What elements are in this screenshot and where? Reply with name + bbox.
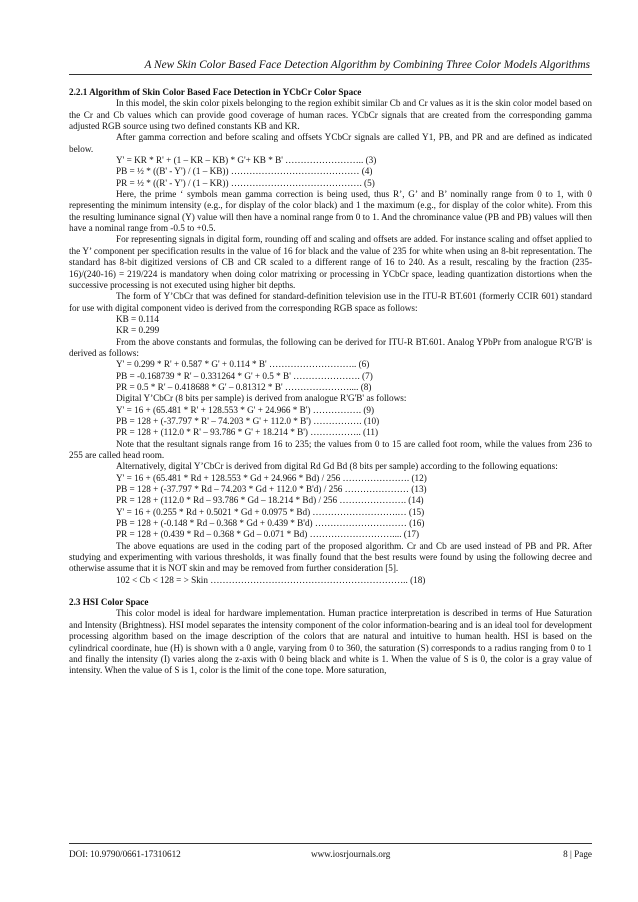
equation-9: Y' = 16 + (65.481 * R' + 128.553 * G' + 24.966 * B') ……………. (9) — [116, 404, 375, 415]
paragraph: This color model is ideal for hardware implementation. Human practice interpretation is described in terms of Hue Saturation and Intensity (Brightness). HSI model separates the intensity component of the color information-bearing and is an ideal tool for development processing algorithm based on the image description of the colors that are natural and intuitive to human health. HSI is based on the cylindrical coordinate, hue (H) is shown with a 0 angle, varying from 0 to 360, the saturation (S) corresponds to a radius ranging from 0 to 1 and finally the intensity (I) varies along the z-axis with 0 being black and white is 1. When the value of S is 0, the color is a gray value of intensity. When the value of S is 1, color is the limit of the cone tope. More saturation, — [69, 608, 592, 676]
paragraph: The above equations are used in the coding part of the proposed algorithm. Cr and Cb are used instead of PB and PR. After studying and experimenting with various thresholds, it was finally found that the best results were found by using the following decree and otherwise assume that it is NOT skin and may be removed from further consideration [5]. — [69, 540, 592, 574]
section-heading-2-3: 2.3 HSI Color Space — [69, 597, 149, 608]
footer-website: www.iosrjournals.org — [311, 849, 391, 859]
constant-kb: KB = 0.114 — [116, 313, 159, 324]
equation-10: PB = 128 + (-37.797 * R' – 74.203 * G' + 112.0 * B') ……………. (10) — [116, 415, 380, 426]
equation-13: PB = 128 + (-37.797 * Rd – 74.203 * Gd + 112.0 * B'd) / 256 ………………… (13) — [116, 484, 427, 495]
equation-16: PB = 128 + (-0.148 * Rd – 0.368 * Gd + 0.439 * B'd) ………………………… (16) — [116, 518, 425, 529]
equation-4: PB = ½ * ((B' - Y') / (1 – KB)) …………………………………… (4) — [116, 166, 373, 177]
paragraph: The form of Y’CbCr that was defined for standard-definition television use in the ITU-R BT.601 (formerly CCIR 601) standard for use with digital component video is derived from the corresponding RGB space as follows: — [69, 291, 592, 313]
paragraph: Note that the resultant signals range from 16 to 235; the values from 0 to 15 are called foot room, while the values from 236 to 255 are called head room. — [69, 438, 592, 460]
equation-15: Y' = 16 + (0.255 * Rd + 0.5021 * Gd + 0.0975 * Bd) ……………………….… (15) — [116, 506, 425, 517]
paragraph-digital-ycbcr: Digital Y’CbCr (8 bits per sample) is derived from analogue R'G'B' as follows: — [116, 393, 407, 404]
paragraph: Alternatively, digital Y’CbCr is derived from digital Rd Gd Bd (8 bits per sample) according to the following equations: — [116, 461, 558, 472]
section-heading-2-2-1: 2.2.1 Algorithm of Skin Color Based Face Detection in YCbCr Color Space — [69, 87, 362, 97]
equation-18: 102 < Cb < 128 = > Skin ……………………………………………………….. (18) — [116, 574, 426, 585]
page-footer — [69, 847, 592, 861]
equation-7: PB = -0.168739 * R' – 0.331264 * G' + 0.5 * B' …………………. (7) — [116, 370, 373, 381]
equation-3: Y' = KR * R' + (1 – KR – KB) * G'+ KB * B' …………………….. (3) — [116, 155, 377, 166]
constant-kr: KR = 0.299 — [116, 325, 160, 336]
page-body — [69, 87, 592, 677]
equation-8: PR = 0.5 * R' – 0.418688 * G' – 0.81312 * B' ………………….... (8) — [116, 381, 372, 392]
equation-17: PR = 128 + (0.439 * Rd – 0.368 * Gd – 0.071 * Bd) ……………………….... (17) — [116, 529, 420, 540]
footer-divider — [69, 843, 592, 844]
equation-5: PR = ½ * ((R' - Y') / (1 – KR)) ……………………………………. (5) — [116, 177, 375, 188]
paragraph: For representing signals in digital form, rounding off and scaling and offsets are added. For instance scaling and offset applied to the Y’ component per specification results in the value of 16 for black and the value of 235 for white when using an 8-bit representation. The standard has 8-bit digitized versions of CB and CR scaled to a different range of 16 to 240. As a result, rescaling by the fraction (235-16)/(240-16) = 219/224 is mandatory when doing color matrixing or processing in YCbCr space, leading quantization distortions when the successive processing is not executed using higher bit depths. — [69, 234, 592, 290]
paragraph: In this model, the skin color pixels belonging to the region exhibit similar Cb and Cr values as it is the skin color model based on the Cr and Cb values which can provide good coverage of human races. YCbCr signals that are created from the corresponding gamma adjusted RGB source using two defined constants KB and KR. — [69, 98, 592, 132]
footer-page-number: 8 | Page — [563, 849, 592, 859]
section-spacer — [69, 586, 592, 597]
paragraph: Here, the prime ‘ symbols mean gamma correction is being used, thus R’, G’ and B’ nominally range from 0 to 1, with 0 representing the minimum intensity (e.g., for display of the color black) and 1 the maximum (e.g., for display of the color white). From this the resulting luminance signal (Y) value will then have a nominal range from 0 to 1. And the chrominance value (PB and PB) values will then have a nominal range from -0.5 to +0.5. — [69, 189, 592, 234]
equation-14: PR = 128 + (112.0 * Rd – 93.786 * Gd – 18.214 * Bd) / 256 …………………. (14) — [116, 495, 424, 506]
equation-12: Y' = 16 + (65.481 * Rd + 128.553 * Gd + 24.966 * Bd) / 256 …………………. (12) — [116, 472, 427, 483]
running-header-title: A New Skin Color Based Face Detection Algorithm by Combining Three Color Models Algorithms — [144, 59, 590, 71]
paragraph: From the above constants and formulas, the following can be derived for ITU-R BT.601. Analog YPbPr from analogue R'G'B' is derived as follows: — [69, 336, 592, 358]
header-divider — [69, 74, 592, 75]
footer-doi: DOI: 10.9790/0661-17310612 — [69, 849, 181, 859]
equation-11: PR = 128 + (112.0 * R' – 93.786 * G' + 18.214 * B') …………….. (11) — [116, 427, 379, 438]
paragraph: After gamma correction and before scaling and offsets YCbCr signals are called Y1, PB, and PR and are defined as indicated below. — [69, 132, 592, 154]
equation-6: Y' = 0.299 * R' + 0.587 * G' + 0.114 * B' ……………………….. (6) — [116, 359, 370, 370]
